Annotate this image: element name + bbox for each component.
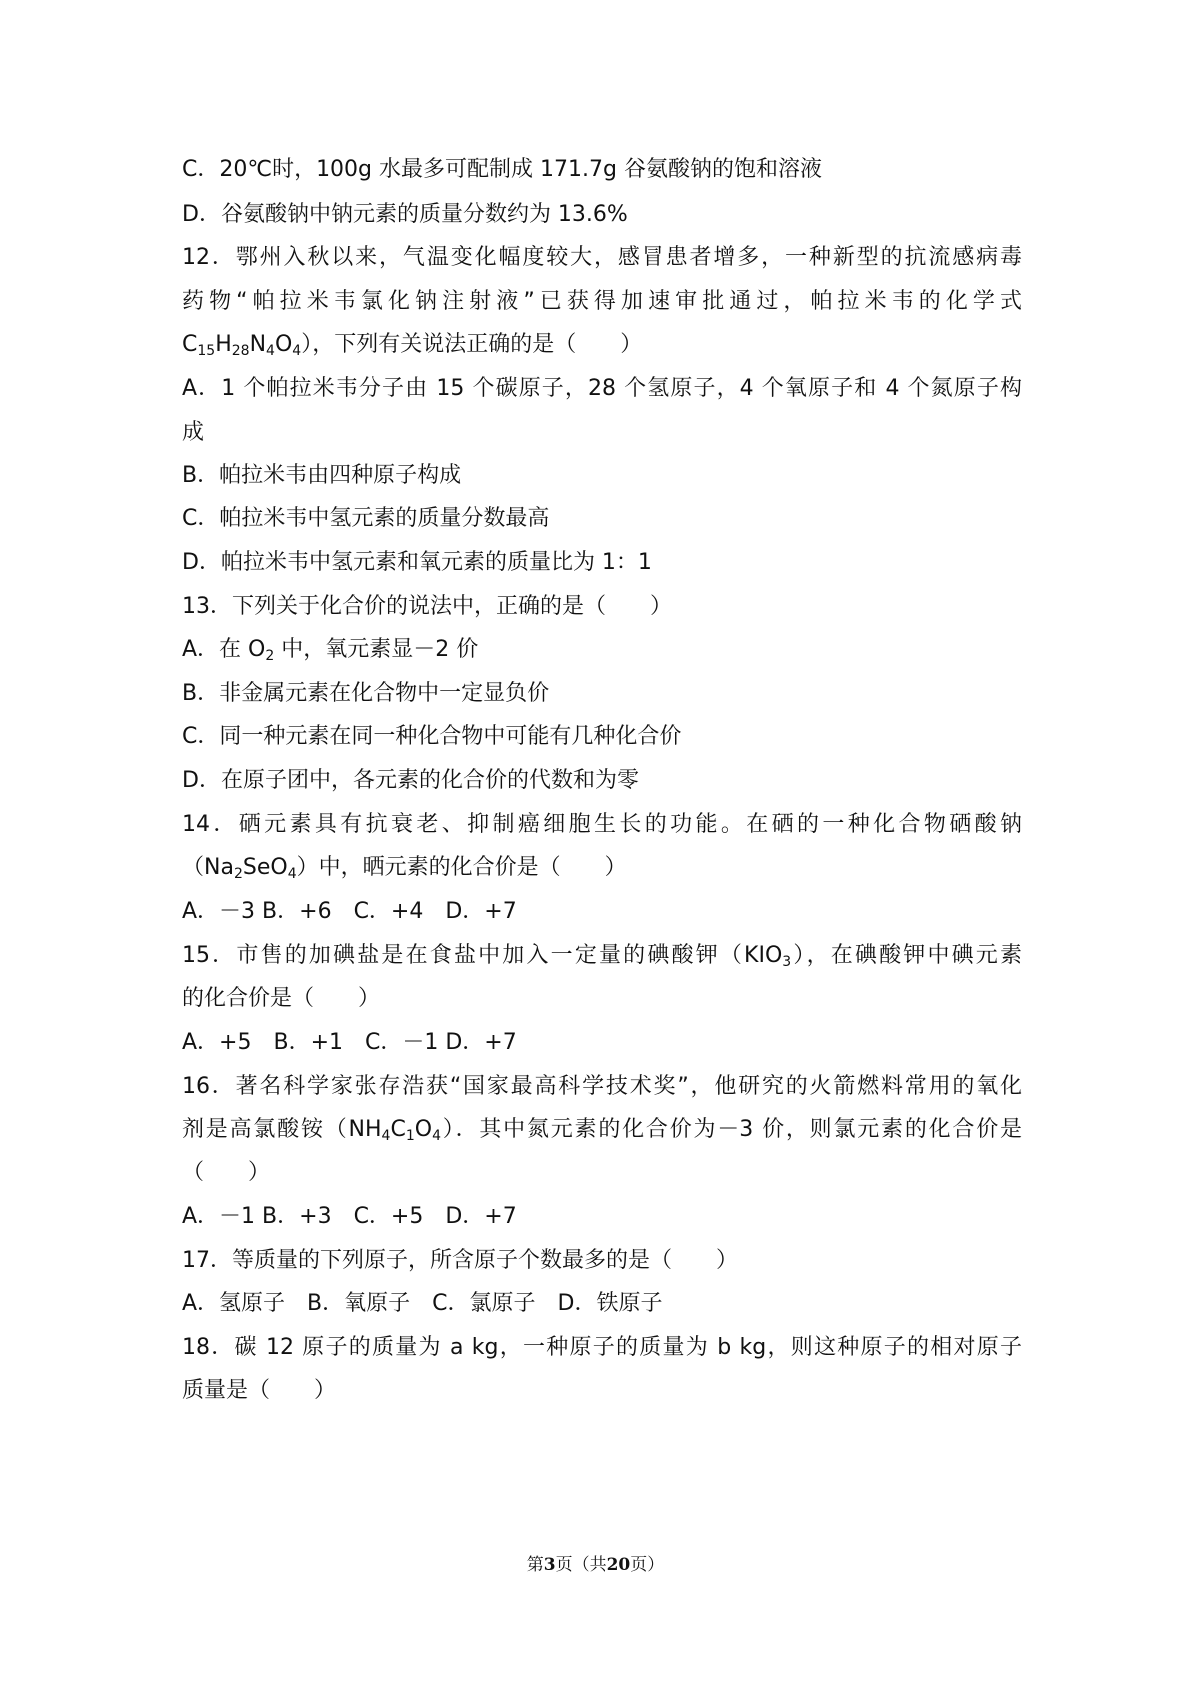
text-line: C．帕拉米韦中氢元素的质量分数最高: [182, 506, 550, 531]
text-line: 15．市售的加碘盐是在食盐中加入一定量的碘酸钾$(KIO_3)$，在碘酸钾中碘元素: [182, 943, 1022, 970]
text-line: 12．鄂州入秋以来，气温变化幅度较大，感冒患者增多，一种新型的抗流感病毒: [182, 245, 1022, 270]
footer-page-number: 3: [543, 1555, 556, 1575]
text-line: 药物“帕拉米韦氯化钠注射液”已获得加速审批通过，帕拉米韦的化学式: [182, 289, 1022, 314]
text-line: A．－3 B．+6 C．+4 D．+7: [182, 899, 517, 924]
text-line: 16．著名科学家张存浩获“国家最高科学技术奖”，他研究的火箭燃料常用的氧化: [182, 1074, 1022, 1099]
text-line: A．1 个帕拉米韦分子由 15 个碳原子，28 个氢原子，4 个氧原子和 4 个氮原子构: [182, 376, 1022, 401]
text-line: B．非金属元素在化合物中一定显负价: [182, 681, 550, 706]
text-line: B．帕拉米韦由四种原子构成: [182, 463, 462, 488]
text-line: A．氢原子 B．氧原子 C．氯原子 D．铁原子: [182, 1291, 663, 1316]
text-line: A．－1 B．+3 C．+5 D．+7: [182, 1204, 517, 1229]
footer-suffix: 页）: [630, 1555, 665, 1575]
text-line: 18．碳 12 原子的质量为 a kg，一种原子的质量为 b kg，则这种原子的相对原子: [182, 1335, 1022, 1360]
text-line: 14．硒元素具有抗衰老、抑制癌细胞生长的功能。在硒的一种化合物硒酸钠: [182, 812, 1022, 837]
text-line: A．+5 B．+1 C．－1 D．+7: [182, 1030, 517, 1055]
text-line: 剂是高氯酸铵$(NH_4C_1O_4)$．其中氮元素的化合价为－3 价，则氯元素的化合价是: [182, 1117, 1022, 1144]
text-line: D．在原子团中，各元素的化合价的代数和为零: [182, 768, 639, 793]
footer-middle: 页（共: [555, 1555, 607, 1575]
text-line: 17．等质量的下列原子，所含原子个数最多的是（ ）: [182, 1248, 738, 1273]
footer-total-pages: 20: [606, 1555, 631, 1575]
text-line: 13．下列关于化合价的说法中，正确的是（ ）: [182, 594, 672, 619]
text-line: （ ）: [182, 1160, 271, 1185]
text-line: A．在 $O_2$ 中，氧元素显－2 价: [182, 637, 479, 664]
text-line: 的化合价是（ ）: [182, 986, 381, 1011]
text-line: D．谷氨酸钠中钠元素的质量分数约为 13.6%: [182, 202, 628, 227]
text-line: 成: [182, 420, 205, 445]
text-line: $(Na_2SeO_4)$中，晒元素的化合价是（ ）: [182, 855, 627, 882]
text-line: 质量是（ ）: [182, 1378, 337, 1403]
text-line: C．20℃时，100g 水最多可配制成 171.7g 谷氨酸钠的饱和溶液: [182, 157, 822, 182]
text-line: C．同一种元素在同一种化合物中可能有几种化合价: [182, 724, 682, 749]
footer-prefix: 第: [526, 1555, 544, 1575]
text-line: $C_{15}H_{28}N_4O_4$），下列有关说法正确的是（ ）: [182, 332, 643, 359]
text-line: D．帕拉米韦中氢元素和氧元素的质量比为 1：1: [182, 550, 652, 575]
page-footer: [0, 1553, 1191, 1577]
